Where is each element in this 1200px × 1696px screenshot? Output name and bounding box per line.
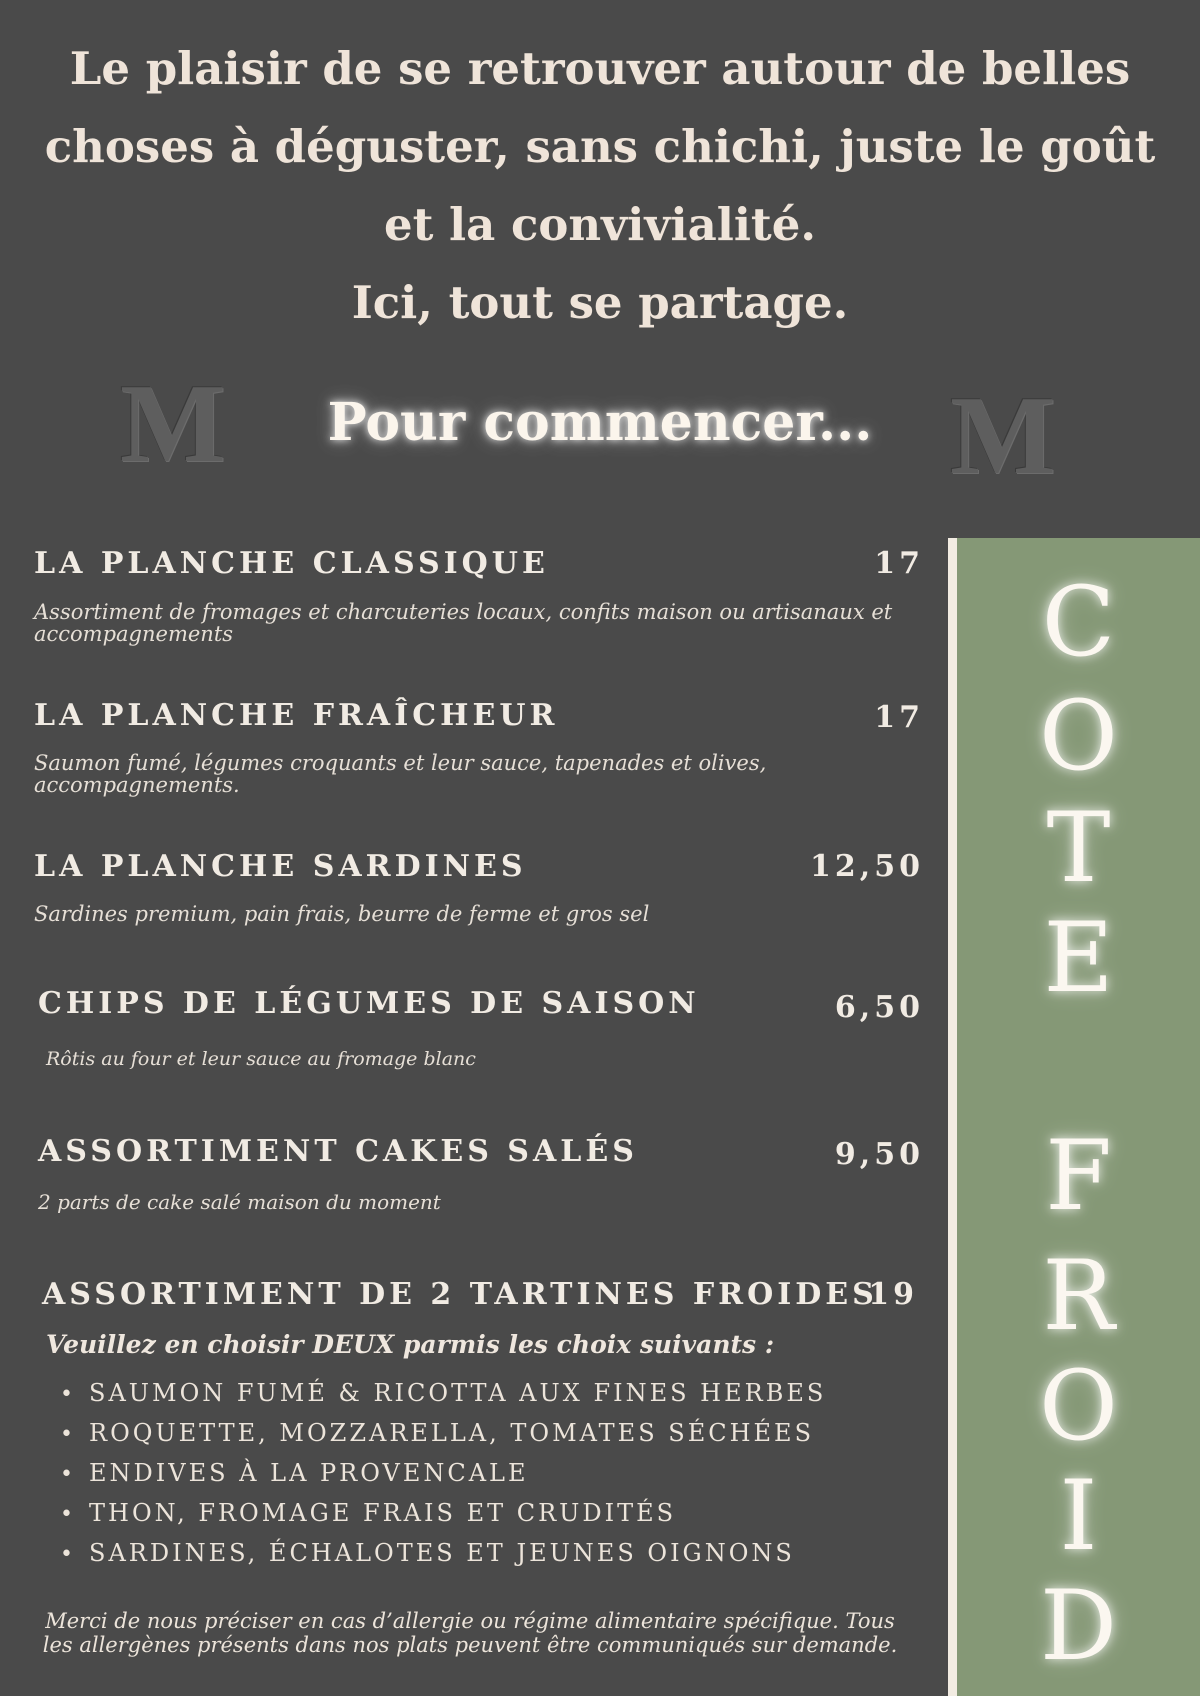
list-item: [60, 1374, 826, 1414]
item-price: 12,50: [810, 849, 924, 884]
item-price: 19: [868, 1277, 918, 1312]
choice-label: SARDINES, ÉCHALOTES ET JEUNES OIGNONS: [89, 1539, 795, 1567]
list-item: [60, 1414, 826, 1454]
item-name: LA PLANCHE FRAÎCHEUR: [34, 698, 559, 733]
tartines-choice-list: [60, 1374, 826, 1574]
side-letter: T: [1046, 792, 1111, 904]
list-item: [60, 1534, 826, 1574]
side-letter: R: [1042, 1240, 1115, 1352]
side-letter: O: [1039, 680, 1118, 792]
item-name: LA PLANCHE SARDINES: [34, 849, 527, 884]
list-item: [60, 1494, 826, 1534]
item-description: Assortiment de fromages et charcuteries locaux, confits maison ou artisanaux et accompagnements: [34, 600, 893, 646]
item-name: CHIPS DE LÉGUMES DE SAISON: [38, 986, 700, 1021]
item-name: ASSORTIMENT DE 2 TARTINES FROIDES: [42, 1277, 878, 1312]
list-item: [60, 1454, 826, 1494]
choice-label: ROQUETTE, MOZZARELLA, TOMATES SÉCHÉES: [89, 1419, 815, 1447]
intro-line: choses à déguster, sans chichi, juste le goût: [44, 120, 1156, 173]
side-panel-cote-froid: [948, 538, 1200, 1696]
intro-line: Ici, tout se partage.: [351, 276, 849, 329]
item-description: 2 parts de cake salé maison du moment: [38, 1190, 441, 1214]
monogram-logo-right: M: [950, 374, 1056, 498]
item-description: Rôtis au four et leur sauce au fromage blanc: [46, 1048, 476, 1070]
side-letter: F: [1045, 1120, 1112, 1232]
item-price: 17: [874, 700, 924, 735]
intro-text: [40, 30, 1160, 342]
item-name: ASSORTIMENT CAKES SALÉS: [38, 1134, 638, 1169]
item-price: 9,50: [834, 1137, 924, 1172]
monogram-logo-left: M: [120, 362, 226, 486]
item-price: 6,50: [834, 990, 924, 1025]
bullet-icon: •: [60, 1422, 76, 1447]
item-name: LA PLANCHE CLASSIQUE: [34, 546, 549, 581]
choice-label: THON, FROMAGE FRAIS ET CRUDITÉS: [89, 1499, 677, 1527]
tartines-instruction: Veuillez en choisir DEUX parmis les choix suivants :: [46, 1330, 775, 1359]
choice-label: SAUMON FUMÉ & RICOTTA AUX FINES HERBES: [89, 1379, 827, 1407]
allergy-note: Merci de nous préciser en cas d’allergie ou régime alimentaire spécifique. Tous les allergènes présents dans nos plats peuvent être communiqués sur demande.: [42, 1609, 898, 1657]
bullet-icon: •: [60, 1462, 76, 1487]
section-title: Pour commencer...: [327, 392, 873, 453]
side-letter: E: [1043, 902, 1114, 1014]
bullet-icon: •: [60, 1382, 76, 1407]
bullet-icon: •: [60, 1502, 76, 1527]
side-letter: I: [1059, 1460, 1098, 1572]
intro-line: Le plaisir de se retrouver autour de belles: [69, 42, 1131, 95]
item-description: Sardines premium, pain frais, beurre de ferme et gros sel: [34, 902, 650, 926]
bullet-icon: •: [60, 1542, 76, 1567]
side-letter: D: [1040, 1570, 1117, 1682]
side-letter: C: [1041, 566, 1116, 678]
choice-label: ENDIVES À LA PROVENCALE: [89, 1459, 529, 1487]
intro-line: et la convivialité.: [383, 198, 817, 251]
item-description: Saumon fumé, légumes croquants et leur sauce, tapenades et olives, accompagnements.: [34, 751, 767, 797]
side-letter: O: [1039, 1350, 1118, 1462]
item-price: 17: [874, 546, 924, 581]
